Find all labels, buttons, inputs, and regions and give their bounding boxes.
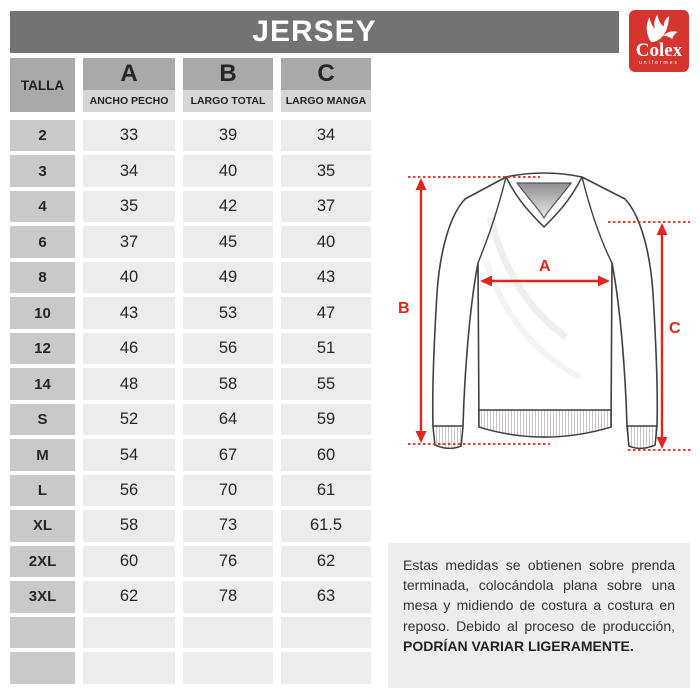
label-a: A — [539, 258, 551, 275]
value-cell-a: 48 — [83, 368, 175, 399]
value-cell-b: 39 — [183, 120, 273, 151]
size-cell: 2 — [10, 120, 75, 151]
value-cell-a: 33 — [83, 120, 175, 151]
column-letter-b: B — [183, 58, 273, 90]
value-cell-a: 60 — [83, 546, 175, 577]
value-cell-c: 37 — [281, 191, 371, 222]
note-emphasis: PODRÍAN VARIAR LIGERAMENTE. — [403, 637, 634, 654]
size-cell: 3 — [10, 155, 75, 186]
value-cell-a: 62 — [83, 581, 175, 612]
jersey-diagram — [390, 155, 692, 545]
sweater-outline — [433, 173, 658, 448]
size-cell: 12 — [10, 333, 75, 364]
value-cell-a: 52 — [83, 404, 175, 435]
logo-name: Colex — [635, 40, 683, 61]
value-cell-a: 34 — [83, 155, 175, 186]
value-cell-c: 40 — [281, 226, 371, 257]
size-column-header: TALLA — [10, 58, 75, 112]
value-cell-c — [281, 617, 371, 648]
table-body — [10, 120, 371, 684]
value-cell-b: 78 — [183, 581, 273, 612]
size-cell: 10 — [10, 297, 75, 328]
title-bar — [10, 11, 619, 53]
size-cell: 14 — [10, 368, 75, 399]
value-cell-a: 40 — [83, 262, 175, 293]
value-cell-c: 51 — [281, 333, 371, 364]
value-cell-c: 63 — [281, 581, 371, 612]
value-cell-a — [83, 617, 175, 648]
size-cell: S — [10, 404, 75, 435]
value-cell-a: 56 — [83, 475, 175, 506]
value-cell-a: 54 — [83, 439, 175, 470]
value-cell-b: 49 — [183, 262, 273, 293]
size-cell — [10, 617, 75, 648]
value-cell-b: 45 — [183, 226, 273, 257]
value-cell-c: 34 — [281, 120, 371, 151]
value-cell-b: 76 — [183, 546, 273, 577]
value-cell-a: 58 — [83, 510, 175, 541]
value-cell-c: 35 — [281, 155, 371, 186]
size-cell: 8 — [10, 262, 75, 293]
value-cell-a: 43 — [83, 297, 175, 328]
value-cell-b: 58 — [183, 368, 273, 399]
value-cell-b — [183, 652, 273, 683]
size-cell: 4 — [10, 191, 75, 222]
value-cell-c: 61 — [281, 475, 371, 506]
value-cell-c: 61.5 — [281, 510, 371, 541]
column-label-c: LARGO MANGA — [281, 90, 371, 112]
column-header-c — [281, 58, 371, 112]
value-cell-b: 64 — [183, 404, 273, 435]
size-cell: 3XL — [10, 581, 75, 612]
page-title: JERSEY — [252, 15, 377, 48]
note-text: Estas medidas se obtienen sobre prenda terminada, colocándola plana sobre una mesa y midiendo de costura a costura en reposo. Debido al proceso de producción, — [403, 557, 675, 634]
value-cell-a: 35 — [83, 191, 175, 222]
column-letter-c: C — [281, 58, 371, 90]
value-cell-c: 55 — [281, 368, 371, 399]
value-cell-b: 53 — [183, 297, 273, 328]
size-cell: 2XL — [10, 546, 75, 577]
measurement-note — [388, 543, 690, 688]
value-cell-c: 59 — [281, 404, 371, 435]
size-cell — [10, 652, 75, 683]
column-letter-a: A — [83, 58, 175, 90]
value-cell-c: 60 — [281, 439, 371, 470]
size-cell: M — [10, 439, 75, 470]
value-cell-a: 46 — [83, 333, 175, 364]
column-label-b: LARGO TOTAL — [183, 90, 273, 112]
value-cell-b: 42 — [183, 191, 273, 222]
value-cell-c: 47 — [281, 297, 371, 328]
value-cell-b: 73 — [183, 510, 273, 541]
column-header-b — [183, 58, 273, 112]
size-cell: 6 — [10, 226, 75, 257]
value-cell-b: 40 — [183, 155, 273, 186]
column-header-a — [83, 58, 175, 112]
logo-subtext: uniformes — [639, 60, 679, 66]
value-cell-b: 70 — [183, 475, 273, 506]
size-cell: XL — [10, 510, 75, 541]
value-cell-c: 43 — [281, 262, 371, 293]
value-cell-b: 56 — [183, 333, 273, 364]
table-header — [10, 58, 371, 112]
colex-logo — [629, 10, 689, 72]
wing-icon — [637, 13, 681, 43]
value-cell-c — [281, 652, 371, 683]
size-cell: L — [10, 475, 75, 506]
value-cell-a: 37 — [83, 226, 175, 257]
label-b: B — [398, 300, 410, 317]
value-cell-c: 62 — [281, 546, 371, 577]
label-c: C — [669, 320, 681, 337]
column-label-a: ANCHO PECHO — [83, 90, 175, 112]
value-cell-b: 67 — [183, 439, 273, 470]
value-cell-a — [83, 652, 175, 683]
value-cell-b — [183, 617, 273, 648]
